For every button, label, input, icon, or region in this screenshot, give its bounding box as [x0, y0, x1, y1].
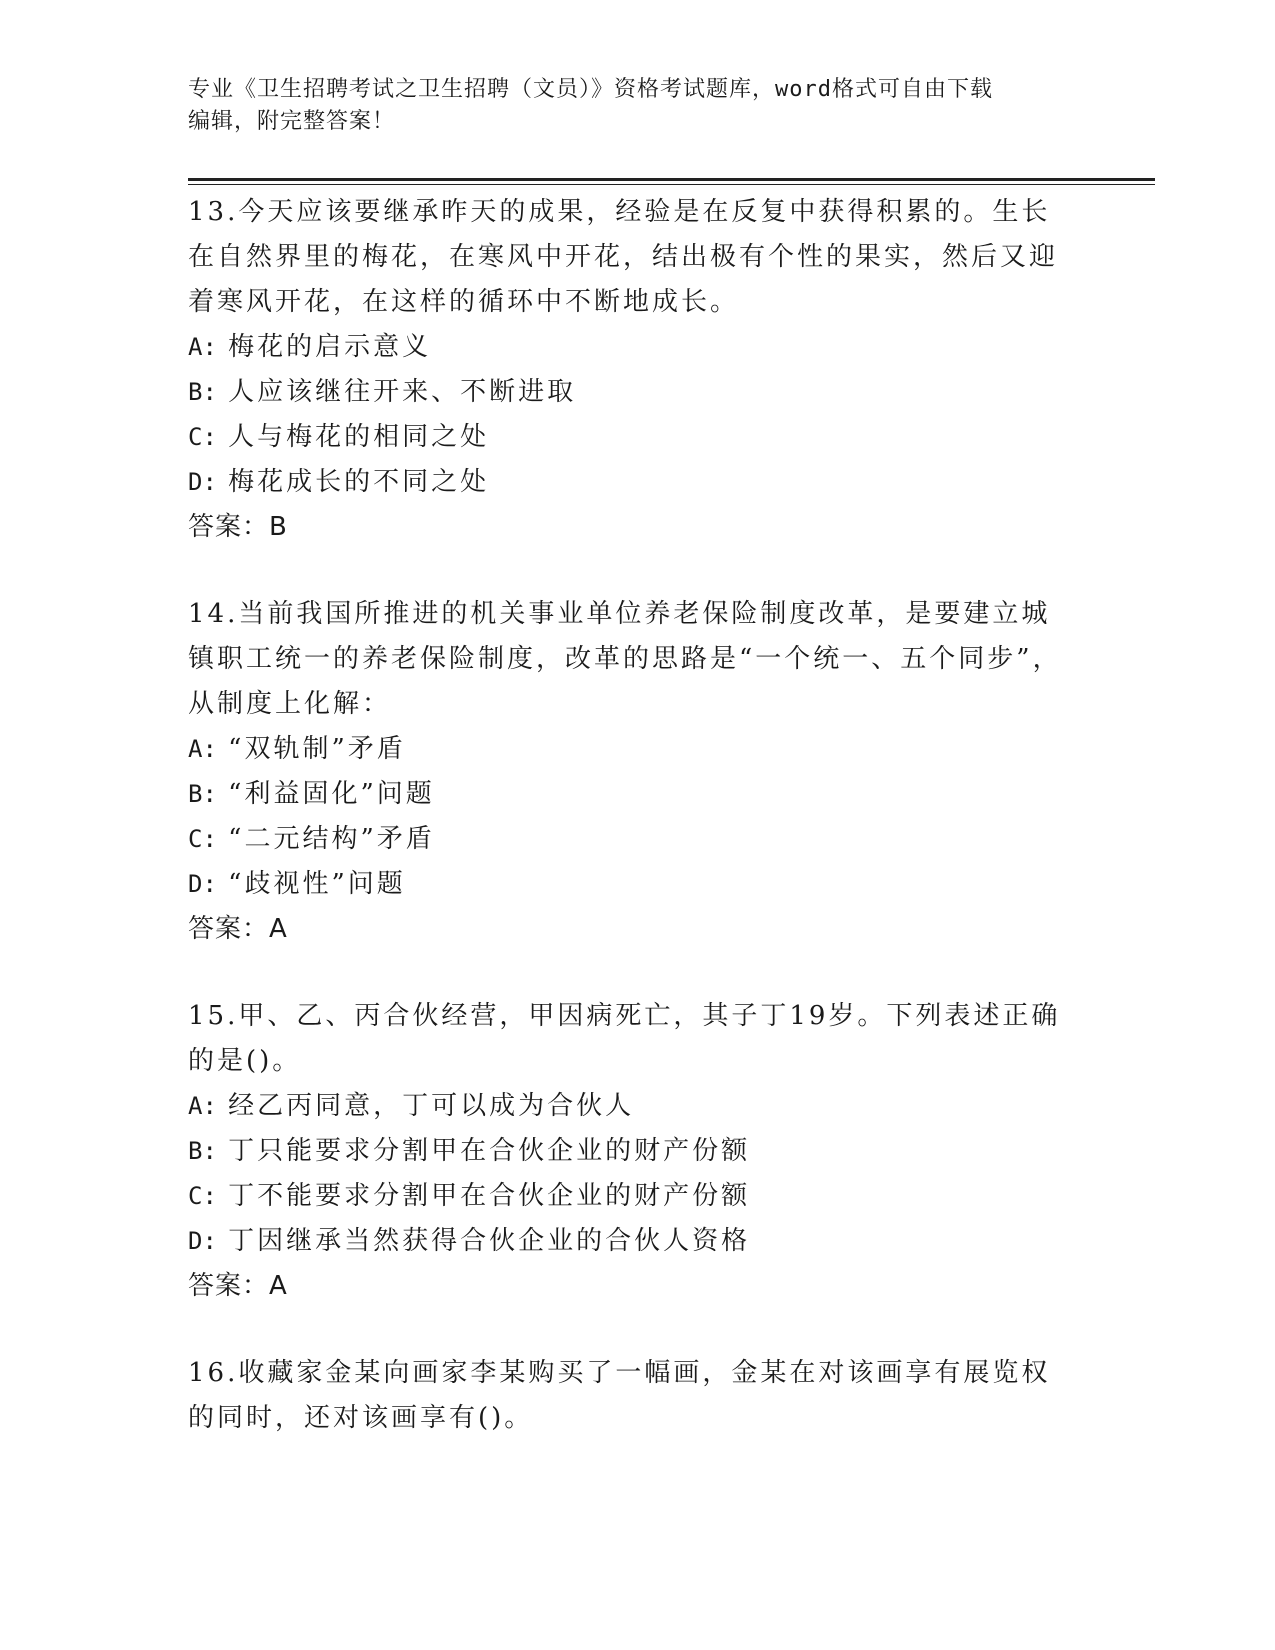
option-b: [188, 1129, 1088, 1174]
option-key: A:: [188, 1092, 217, 1120]
option-c: [188, 415, 1088, 460]
option-d: [188, 862, 1088, 907]
option-text: 梅花的启示意义: [228, 332, 432, 362]
option-key: D:: [188, 1227, 217, 1255]
question-list: [188, 190, 1088, 1483]
question-15: [188, 994, 1088, 1309]
option-a: [188, 325, 1088, 370]
option-text: “利益固化”问题: [228, 779, 435, 809]
answer-line: 答案：A: [188, 914, 288, 944]
answer-line: 答案：A: [188, 1271, 288, 1301]
question-16: [188, 1351, 1088, 1441]
option-a: [188, 1084, 1088, 1129]
option-text: “二元结构”矛盾: [228, 824, 435, 854]
option-key: A:: [188, 333, 217, 361]
option-key: D:: [188, 870, 217, 898]
option-key: B:: [188, 780, 217, 808]
option-text: 丁因继承当然获得合伙企业的合伙人资格: [228, 1226, 751, 1256]
header-rule-thin: [188, 184, 1155, 185]
option-key: B:: [188, 378, 217, 406]
answer-line: 答案：B: [188, 512, 288, 542]
option-text: “歧视性”问题: [228, 869, 406, 899]
option-key: C:: [188, 825, 217, 853]
option-c: [188, 1174, 1088, 1219]
header-line-2: 编辑，附完整答案！: [188, 109, 396, 134]
option-b: [188, 370, 1088, 415]
option-text: 丁只能要求分割甲在合伙企业的财产份额: [228, 1136, 751, 1166]
question-stem: 13.今天应该要继承昨天的成果，经验是在反复中获得积累的。生长在自然界里的梅花，在寒风中开花，结出极有个性的果实，然后又迎着寒风开花，在这样的循环中不断地成长。: [188, 197, 1059, 317]
document-header: [188, 74, 1068, 138]
question-13: [188, 190, 1088, 550]
header-rule-thick: [188, 178, 1155, 181]
option-text: 人应该继往开来、不断进取: [228, 377, 577, 407]
question-stem: 16.收藏家金某向画家李某购买了一幅画，金某在对该画享有展览权的同时，还对该画享有()。: [188, 1358, 1051, 1433]
option-text: “双轨制”矛盾: [228, 734, 406, 764]
option-a: [188, 727, 1088, 772]
header-line-1: 专业《卫生招聘考试之卫生招聘（文员）》资格考试题库，word格式可自由下载: [188, 77, 993, 102]
option-text: 人与梅花的相同之处: [228, 422, 490, 452]
option-text: 经乙丙同意，丁可以成为合伙人: [228, 1091, 635, 1121]
option-key: C:: [188, 423, 217, 451]
option-c: [188, 817, 1088, 862]
option-key: A:: [188, 735, 217, 763]
option-text: 梅花成长的不同之处: [228, 467, 490, 497]
question-stem: 14.当前我国所推进的机关事业单位养老保险制度改革，是要建立城镇职工统一的养老保险制度，改革的思路是“一个统一、五个同步”，从制度上化解：: [188, 599, 1062, 719]
option-text: 丁不能要求分割甲在合伙企业的财产份额: [228, 1181, 751, 1211]
question-stem: 15.甲、乙、丙合伙经营，甲因病死亡，其子丁19岁。下列表述正确的是()。: [188, 1001, 1061, 1076]
question-14: [188, 592, 1088, 952]
option-key: D:: [188, 468, 217, 496]
option-d: [188, 460, 1088, 505]
option-b: [188, 772, 1088, 817]
option-d: [188, 1219, 1088, 1264]
option-key: C:: [188, 1182, 217, 1210]
option-key: B:: [188, 1137, 217, 1165]
